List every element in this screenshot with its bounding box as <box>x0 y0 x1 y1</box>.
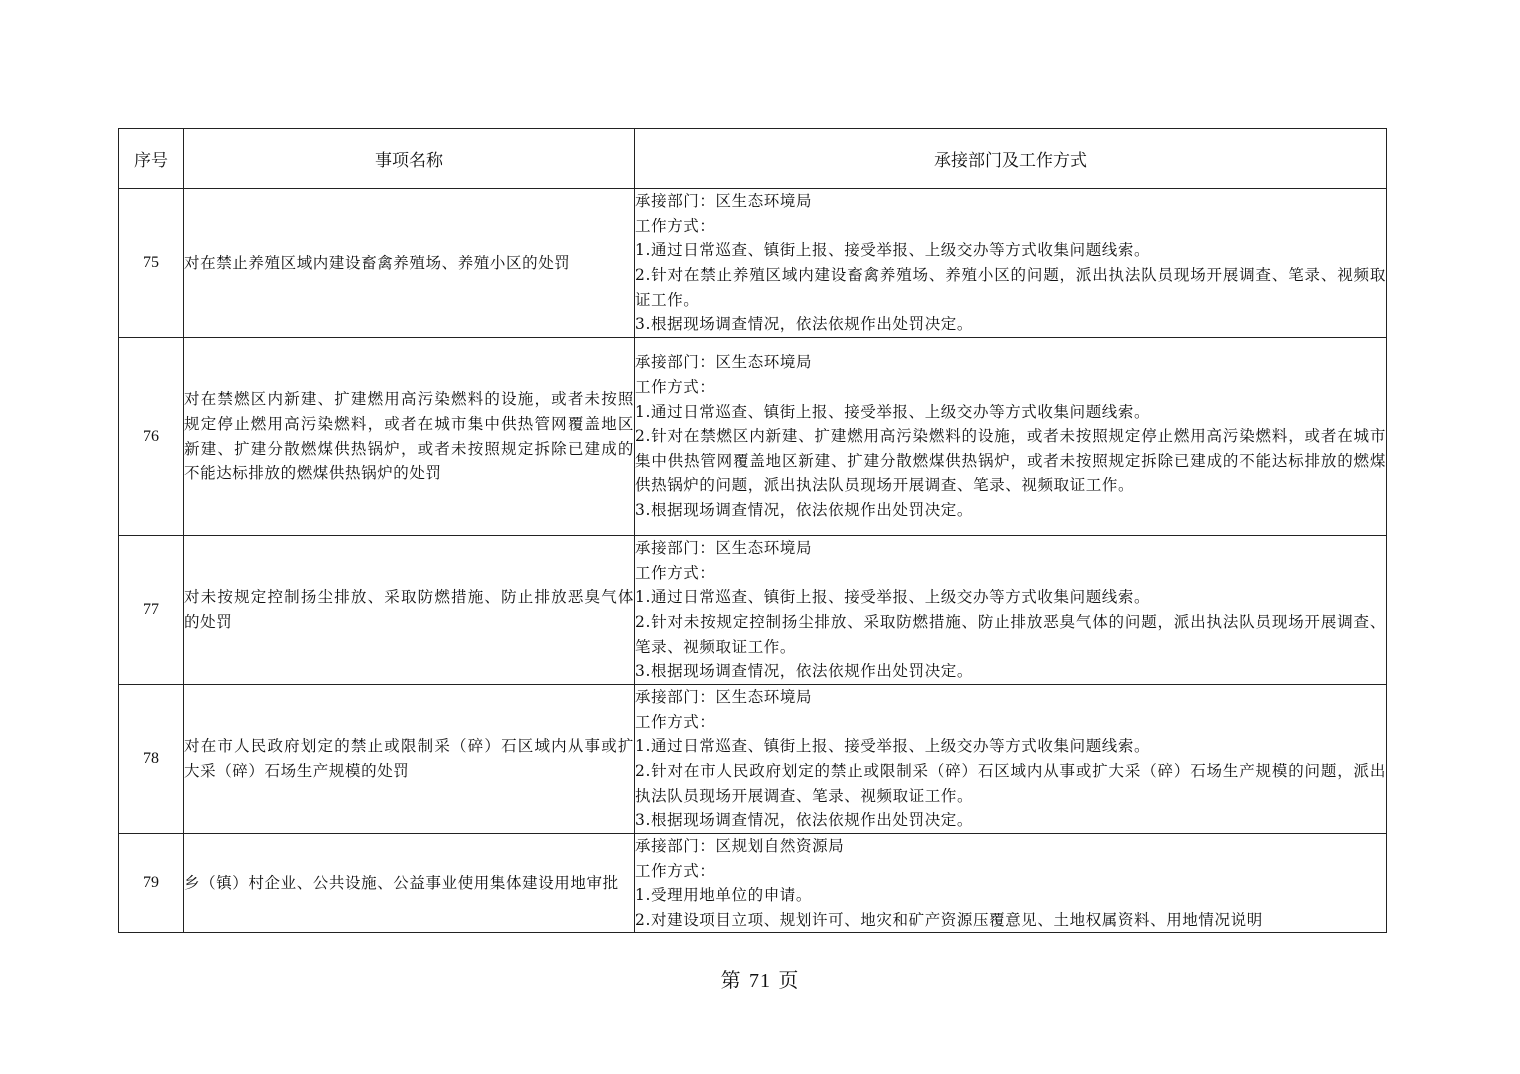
header-serial-number: 序号 <box>119 129 184 189</box>
step-1: 1.通过日常巡查、镇街上报、接受举报、上级交办等方式收集问题线索。 <box>635 241 1151 260</box>
header-item-name: 事项名称 <box>184 129 635 189</box>
step-1: 1.通过日常巡查、镇街上报、接受举报、上级交办等方式收集问题线索。 <box>635 737 1151 756</box>
item-name: 乡（镇）村企业、公共设施、公益事业使用集体建设用地审批 <box>184 834 635 933</box>
page-prefix: 第 <box>720 968 742 992</box>
step-1: 1.通过日常巡查、镇街上报、接受举报、上级交办等方式收集问题线索。 <box>635 402 1151 421</box>
department-and-method <box>635 834 1387 933</box>
step-2: 2.针对未按规定控制扬尘排放、采取防燃措施、防止排放恶臭气体的问题，派出执法队员现场开展调查、笔录、视频取证工作。 <box>635 613 1386 656</box>
step-1: 1.受理用地单位的申请。 <box>635 886 812 905</box>
department-line: 承接部门：区生态环境局 <box>635 353 813 372</box>
row-number: 77 <box>119 536 184 685</box>
matters-table <box>118 128 1387 933</box>
step-2: 2.针对在市人民政府划定的禁止或限制采（碎）石区域内从事或扩大采（碎）石场生产规模的问题，派出执法队员现场开展调查、笔录、视频取证工作。 <box>635 762 1386 805</box>
department-and-method <box>635 189 1387 338</box>
item-name: 对在禁止养殖区域内建设畜禽养殖场、养殖小区的处罚 <box>184 189 635 338</box>
table-header-row <box>119 129 1387 189</box>
method-label: 工作方式： <box>635 712 716 731</box>
item-name: 对未按规定控制扬尘排放、采取防燃措施、防止排放恶臭气体的处罚 <box>184 536 635 685</box>
department-line: 承接部门：区规划自然资源局 <box>635 837 845 855</box>
method-label: 工作方式： <box>635 216 716 235</box>
method-label: 工作方式： <box>635 563 716 582</box>
table-row <box>119 834 1387 933</box>
step-3: 3.根据现场调查情况，依法依规作出处罚决定。 <box>635 811 973 830</box>
row-number: 76 <box>119 338 184 536</box>
step-3: 3.根据现场调查情况，依法依规作出处罚决定。 <box>635 500 973 519</box>
page-suffix: 页 <box>778 968 800 992</box>
row-number: 75 <box>119 189 184 338</box>
item-name: 对在禁燃区内新建、扩建燃用高污染燃料的设施，或者未按照规定停止燃用高污染燃料，或者在城市集中供热管网覆盖地区新建、扩建分散燃煤供热锅炉，或者未按照规定拆除已建成的不能达标排放的燃煤供热锅炉的处罚 <box>184 338 635 536</box>
department-line: 承接部门：区生态环境局 <box>635 688 813 707</box>
row-number: 78 <box>119 685 184 834</box>
department-and-method <box>635 685 1387 834</box>
table-row <box>119 536 1387 685</box>
step-2: 2.针对在禁止养殖区域内建设畜禽养殖场、养殖小区的问题，派出执法队员现场开展调查、笔录、视频取证工作。 <box>635 266 1386 309</box>
table-row <box>119 685 1387 834</box>
step-1: 1.通过日常巡查、镇街上报、接受举报、上级交办等方式收集问题线索。 <box>635 588 1151 607</box>
department-and-method <box>635 338 1387 536</box>
department-line: 承接部门：区生态环境局 <box>635 192 813 211</box>
step-2: 2.针对在禁燃区内新建、扩建燃用高污染燃料的设施，或者未按照规定停止燃用高污染燃料，或者在城市集中供热管网覆盖地区新建、扩建分散燃煤供热锅炉，或者未按照规定拆除已建成的不能达标排放的燃煤供热锅炉的问题，派出执法队员现场开展调查、笔录、视频取证工作。 <box>635 427 1386 495</box>
department-and-method <box>635 536 1387 685</box>
step-3: 3.根据现场调查情况，依法依规作出处罚决定。 <box>635 315 973 334</box>
table-row <box>119 189 1387 338</box>
row-number: 79 <box>119 834 184 933</box>
step-2: 2.对建设项目立项、规划许可、地灾和矿产资源压覆意见、土地权属资料、用地情况说明 <box>635 910 1263 929</box>
item-name: 对在市人民政府划定的禁止或限制采（碎）石区域内从事或扩大采（碎）石场生产规模的处罚 <box>184 685 635 834</box>
page-number: 71 <box>749 970 771 992</box>
step-3: 3.根据现场调查情况，依法依规作出处罚决定。 <box>635 662 973 681</box>
department-line: 承接部门：区生态环境局 <box>635 539 813 558</box>
table-row <box>119 338 1387 536</box>
method-label: 工作方式： <box>635 861 716 880</box>
method-label: 工作方式： <box>635 378 716 397</box>
page-footer <box>0 964 1520 993</box>
header-department-and-method: 承接部门及工作方式 <box>635 129 1387 189</box>
